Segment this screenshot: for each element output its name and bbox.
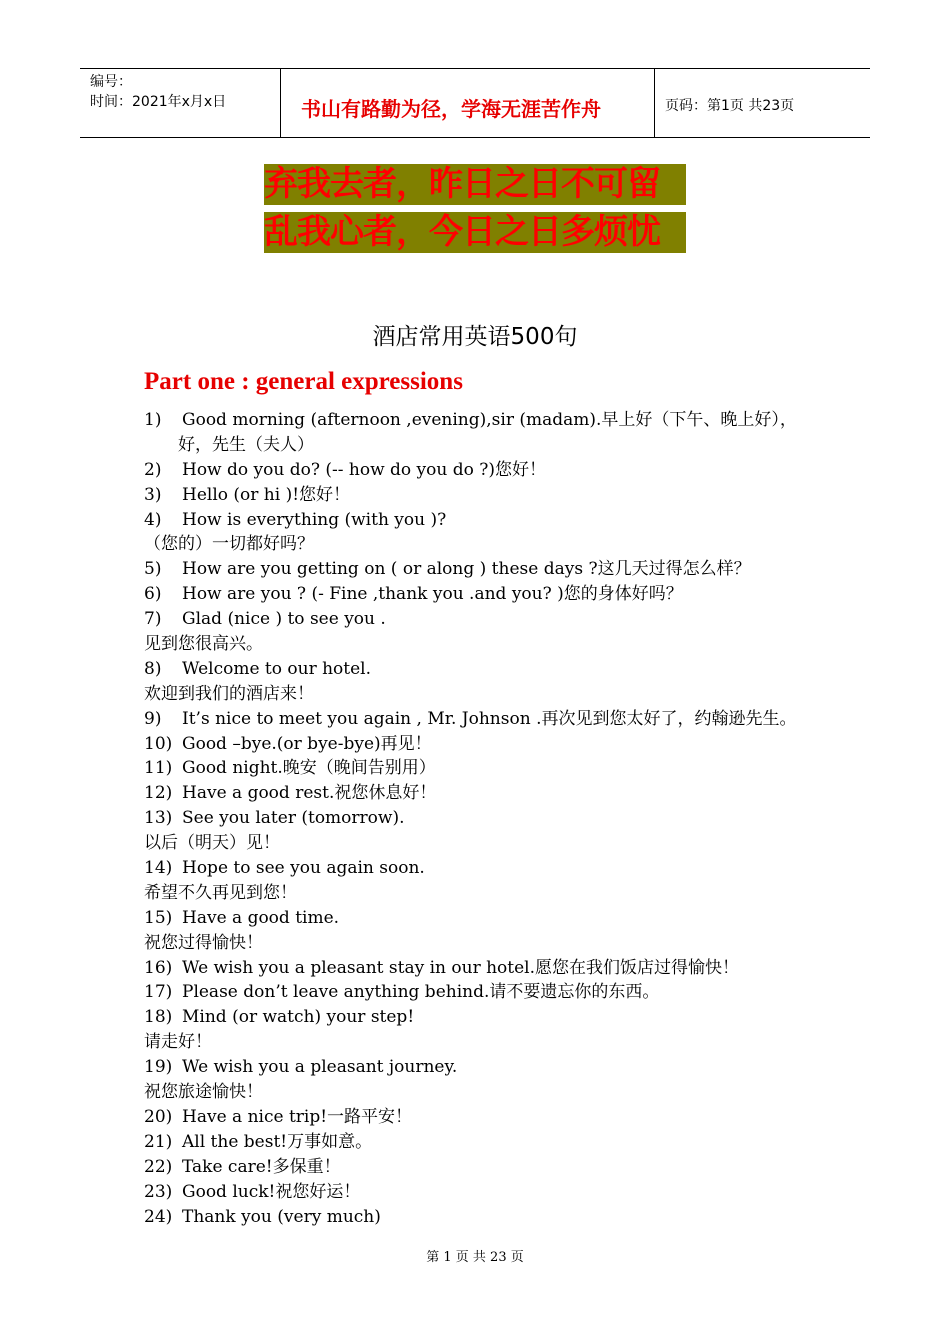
item-number: 17): [144, 982, 173, 1003]
banner-line-1: 弃我去者，昨日之日不可留: [264, 164, 686, 205]
list-item: [144, 1130, 824, 1155]
item-text: Have a nice trip!一路平安！: [182, 1106, 413, 1127]
list-item: [144, 707, 824, 732]
item-text: 以后（明天）见！: [144, 833, 280, 854]
item-text: Good night.晚安（晚间告别用）: [182, 758, 436, 779]
item-text: Welcome to our hotel.: [182, 658, 372, 679]
list-item: [144, 1205, 824, 1230]
list-item: [144, 956, 824, 981]
item-number: 16): [144, 957, 173, 978]
list-item: [144, 582, 824, 607]
item-text: 希望不久再见到您！: [144, 882, 297, 903]
item-number: 20): [144, 1106, 173, 1127]
item-text: We wish you a pleasant stay in our hotel.愿您在我们饭店过得愉快！: [182, 957, 740, 978]
list-item: [144, 508, 824, 533]
item-text: 祝您旅途愉快！: [144, 1082, 263, 1103]
list-item: [144, 607, 824, 632]
list-item: [144, 756, 824, 781]
header-motto: 书山有路勤为径，学海无涯苦作舟: [301, 97, 601, 121]
list-item: [144, 931, 824, 956]
item-text: We wish you a pleasant journey.: [182, 1057, 458, 1078]
header-meta-cell: [80, 69, 281, 137]
item-text: 祝您过得愉快！: [144, 932, 263, 953]
header-page-info: 页码：第1页 共23页: [665, 98, 795, 114]
serial-label: 编号：: [90, 74, 132, 90]
item-number: 19): [144, 1057, 173, 1078]
list-item: [144, 433, 824, 458]
item-number: 5): [144, 559, 162, 580]
item-text: Mind (or watch) your step!: [182, 1007, 415, 1028]
list-item: [144, 632, 824, 657]
item-number: 9): [144, 708, 162, 729]
item-number: 1): [144, 410, 162, 430]
item-text: How is everything (with you )?: [182, 509, 447, 530]
list-item: [144, 1155, 824, 1180]
item-text: Glad (nice ) to see you .: [182, 609, 386, 630]
list-item: [144, 906, 824, 931]
item-text: 请走好！: [144, 1032, 212, 1053]
item-number: 24): [144, 1206, 173, 1227]
item-number: 4): [144, 509, 162, 530]
list-item: [144, 1005, 824, 1030]
item-text: Have a good time.: [182, 907, 340, 928]
item-number: 18): [144, 1007, 173, 1028]
item-text: （您的）一切都好吗？: [144, 534, 314, 555]
list-item: [144, 1030, 824, 1055]
list-item: [144, 532, 824, 557]
item-number: 10): [144, 733, 173, 754]
item-number: 15): [144, 907, 173, 928]
item-text: Please don’t leave anything behind.请不要遗忘你的东西。: [182, 982, 660, 1003]
list-item: [144, 1080, 824, 1105]
list-item: [144, 483, 824, 508]
list-item: [144, 980, 824, 1005]
list-item: [144, 1055, 824, 1080]
item-text: Good luck!祝您好运！: [182, 1181, 361, 1202]
item-text: 见到您很高兴。: [144, 634, 263, 655]
list-item: [144, 1105, 824, 1130]
item-number: 8): [144, 658, 162, 679]
item-text: 好，先生（夫人）: [178, 434, 314, 455]
item-text: How do you do? (-- how do you do ?)您好！: [182, 459, 547, 480]
item-text: Hope to see you again soon.: [182, 858, 425, 879]
list-item: [144, 1180, 824, 1205]
list-item: [144, 408, 824, 433]
item-text: See you later (tomorrow).: [182, 808, 405, 829]
item-number: 2): [144, 459, 162, 480]
item-text: It’s nice to meet you again , Mr. Johnson .再次见到您太好了，约翰逊先生。: [182, 708, 797, 729]
item-number: 11): [144, 758, 173, 779]
item-number: 23): [144, 1181, 173, 1202]
item-text: All the best!万事如意。: [182, 1131, 373, 1152]
list-item: [144, 806, 824, 831]
item-number: 14): [144, 858, 173, 879]
item-text: Thank you (very much): [182, 1206, 381, 1227]
page-footer: 第 1 页 共 23 页: [426, 1250, 524, 1265]
item-text: Have a good rest.祝您休息好！: [182, 783, 437, 804]
item-number: 13): [144, 808, 173, 829]
list-item: [144, 831, 824, 856]
item-number: 22): [144, 1156, 173, 1177]
document-title: 酒店常用英语500句: [372, 324, 578, 350]
part-heading: Part one : general expressions: [144, 368, 463, 395]
item-text: How are you ? (- Fine ,thank you .and you? )您的身体好吗？: [182, 584, 683, 605]
item-text: Good –bye.(or bye-bye)再见！: [182, 733, 432, 754]
item-number: 3): [144, 484, 162, 505]
list-item: [144, 682, 824, 707]
item-text: Good morning (afternoon ,evening),sir (madam).早上好（下午、晚上好），: [182, 410, 797, 430]
list-item: [144, 856, 824, 881]
list-item: [144, 557, 824, 582]
item-number: 7): [144, 609, 162, 630]
page-header: [80, 68, 870, 138]
list-item: [144, 458, 824, 483]
header-page-cell: [655, 69, 870, 137]
item-number: 12): [144, 783, 173, 804]
time-label: 时间：2021年x月x日: [90, 94, 227, 110]
item-number: 21): [144, 1131, 173, 1152]
list-item: [144, 781, 824, 806]
list-item: [144, 732, 824, 757]
item-text: 欢迎到我们的酒店来！: [144, 683, 314, 704]
list-item: [144, 657, 824, 682]
header-motto-cell: [281, 69, 655, 137]
item-text: Hello (or hi )!您好！: [182, 484, 351, 505]
banner-line-2: 乱我心者，今日之日多烦忧: [264, 212, 686, 253]
item-number: 6): [144, 584, 162, 605]
item-text: How are you getting on ( or along ) these days ?这几天过得怎么样？: [182, 559, 751, 580]
item-text: Take care!多保重！: [182, 1156, 341, 1177]
phrase-list: [144, 408, 824, 1229]
list-item: [144, 881, 824, 906]
